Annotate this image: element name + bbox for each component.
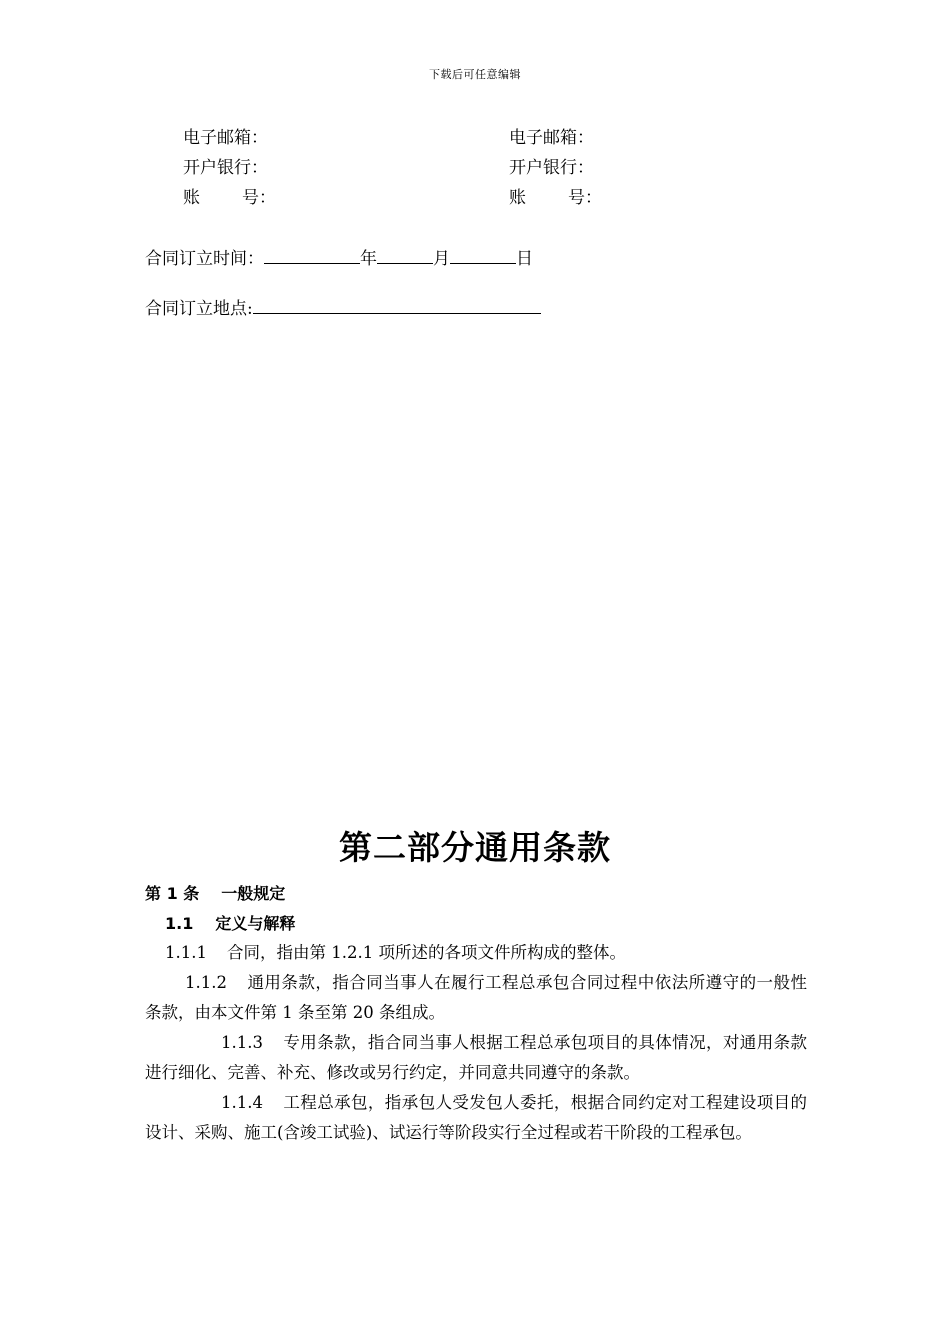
clause-title: 定义与解释 (215, 914, 296, 933)
left-bank-label: 开户银行： (183, 158, 268, 178)
right-account-label-a: 账 (509, 188, 526, 208)
left-account-label (183, 188, 276, 208)
left-email-label: 电子邮箱： (183, 128, 268, 148)
signing-place-line (145, 297, 541, 319)
item-text: 合同，指由第 1.2.1 项所述的各项文件所构成的整体。 (226, 943, 626, 962)
item-number: 1.1.1 (165, 943, 207, 962)
definition-item (145, 1028, 807, 1088)
day-label: 日 (516, 249, 533, 269)
year-label: 年 (360, 249, 377, 269)
right-account-label-b: 号： (568, 188, 602, 208)
article-title: 一般规定 (221, 884, 286, 903)
item-text: 通用条款，指合同当事人在履行工程总承包合同过程中依法所遵守的一般性条款，由本文件第 1 条至第 20 条组成。 (145, 973, 807, 1022)
left-account-label-b: 号： (242, 188, 276, 208)
page-header-note: 下载后可任意编辑 (429, 68, 521, 81)
definition-item (145, 938, 807, 968)
right-email-label: 电子邮箱： (509, 128, 594, 148)
signing-time-label: 合同订立时间： (145, 249, 264, 269)
item-number: 1.1.2 (185, 973, 227, 992)
item-number: 1.1.4 (221, 1093, 263, 1112)
definition-item (145, 968, 807, 1028)
month-blank (377, 247, 433, 264)
signing-place-label: 合同订立地点: (145, 299, 253, 319)
right-bank-label: 开户银行： (509, 158, 594, 178)
right-account-label (509, 188, 602, 208)
signing-time-line (145, 247, 533, 269)
place-blank (253, 297, 541, 314)
year-blank (264, 247, 360, 264)
article-heading (145, 883, 285, 905)
definition-item (145, 1088, 807, 1148)
item-text: 工程总承包，指承包人受发包人委托，根据合同约定对工程建设项目的设计、采购、施工(含竣工试验)、试运行等阶段实行全过程或若干阶段的工程承包。 (145, 1093, 807, 1142)
month-label: 月 (433, 249, 450, 269)
item-number: 1.1.3 (221, 1033, 263, 1052)
item-text: 专用条款，指合同当事人根据工程总承包项目的具体情况，对通用条款进行细化、完善、补充、修改或另行约定，并同意共同遵守的条款。 (145, 1033, 807, 1082)
day-blank (450, 247, 516, 264)
clause-heading (165, 913, 295, 935)
clause-number: 1.1 (165, 914, 194, 933)
left-account-label-a: 账 (183, 188, 200, 208)
section-title: 第二部分通用条款 (339, 828, 611, 867)
article-number: 第 1 条 (145, 884, 200, 903)
